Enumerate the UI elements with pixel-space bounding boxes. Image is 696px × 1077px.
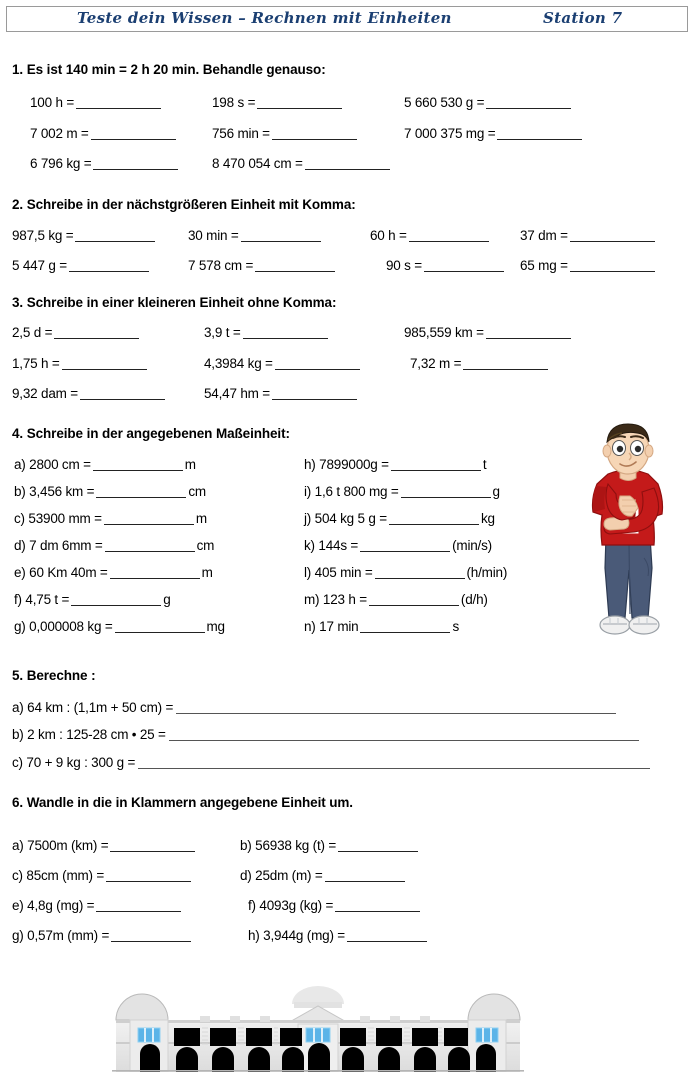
task-4-unit: (h/min) bbox=[466, 565, 508, 580]
task-1-label: 5 660 530 g = bbox=[404, 95, 485, 110]
task-1-item bbox=[212, 95, 344, 110]
answer-blank[interactable] bbox=[243, 338, 328, 339]
answer-blank[interactable] bbox=[91, 139, 176, 140]
task-4-unit: g bbox=[492, 484, 500, 499]
task-4-label: a) 2800 cm = bbox=[14, 457, 91, 472]
task-4-label: f) 4,75 t = bbox=[14, 592, 70, 607]
task-2-item bbox=[12, 228, 157, 243]
answer-blank[interactable] bbox=[54, 338, 139, 339]
task-4-unit: (d/h) bbox=[460, 592, 488, 607]
task-6-label: c) 85cm (mm) = bbox=[12, 868, 105, 883]
task-1-label: 198 s = bbox=[212, 95, 256, 110]
task-6-label: b) 56938 kg (t) = bbox=[240, 838, 337, 853]
task-4-label: g) 0,000008 kg = bbox=[14, 619, 113, 634]
answer-blank[interactable] bbox=[409, 241, 489, 242]
answer-blank[interactable] bbox=[62, 369, 147, 370]
task-1-label: 6 796 kg = bbox=[30, 156, 92, 171]
task-4-item bbox=[304, 484, 500, 499]
section-4-title: 4. Schreibe in der angegebenen Maßeinheit: bbox=[12, 426, 290, 441]
task-5-item bbox=[12, 755, 650, 770]
answer-blank[interactable] bbox=[305, 169, 390, 170]
task-4-label: b) 3,456 km = bbox=[14, 484, 95, 499]
task-4-unit: g bbox=[163, 592, 171, 607]
answer-blank[interactable] bbox=[424, 271, 504, 272]
answer-blank[interactable] bbox=[105, 551, 195, 552]
answer-blank[interactable] bbox=[257, 108, 342, 109]
answer-blank[interactable] bbox=[272, 399, 357, 400]
task-1-item bbox=[30, 156, 180, 171]
answer-blank[interactable] bbox=[360, 632, 450, 633]
task-4-unit: mg bbox=[206, 619, 225, 634]
page-title: Teste dein Wissen – Rechnen mit Einheiten bbox=[77, 9, 452, 27]
task-4-label: l) 405 min = bbox=[304, 565, 373, 580]
task-4-label: e) 60 Km 40m = bbox=[14, 565, 108, 580]
task-6-label: f) 4093g (kg) = bbox=[248, 898, 334, 913]
task-5-label: a) 64 km : (1,1m + 50 cm) = bbox=[12, 700, 174, 715]
task-4-item bbox=[304, 565, 507, 580]
task-6-label: g) 0,57m (mm) = bbox=[12, 928, 110, 943]
task-3-label: 4,3984 kg = bbox=[204, 356, 273, 371]
task-4-label: j) 504 kg 5 g = bbox=[304, 511, 387, 526]
task-4-unit: (min/s) bbox=[452, 538, 492, 553]
answer-blank[interactable] bbox=[369, 605, 459, 606]
answer-blank[interactable] bbox=[335, 911, 420, 912]
section-3-title: 3. Schreibe in einer kleineren Einheit ohne Komma: bbox=[12, 295, 337, 310]
task-6-item bbox=[12, 898, 183, 913]
answer-blank[interactable] bbox=[138, 768, 650, 769]
classical-building-illustration bbox=[108, 980, 528, 1072]
task-2-item bbox=[370, 228, 491, 243]
task-6-label: a) 7500m (km) = bbox=[12, 838, 109, 853]
answer-blank[interactable] bbox=[75, 241, 155, 242]
task-6-item bbox=[12, 928, 193, 943]
task-4-label: n) 17 min bbox=[304, 619, 359, 634]
task-4-unit: m bbox=[184, 457, 196, 472]
answer-blank[interactable] bbox=[401, 497, 491, 498]
task-1-item bbox=[404, 95, 573, 110]
task-6-item bbox=[248, 928, 429, 943]
answer-blank[interactable] bbox=[463, 369, 548, 370]
task-1-item bbox=[404, 126, 584, 141]
task-2-label: 30 min = bbox=[188, 228, 239, 243]
answer-blank[interactable] bbox=[275, 369, 360, 370]
task-4-label: k) 144s = bbox=[304, 538, 359, 553]
answer-blank[interactable] bbox=[272, 139, 357, 140]
task-2-label: 60 h = bbox=[370, 228, 407, 243]
task-4-unit: m bbox=[201, 565, 213, 580]
task-2-label: 7 578 cm = bbox=[188, 258, 254, 273]
task-4-item bbox=[304, 511, 495, 526]
section-1-title: 1. Es ist 140 min = 2 h 20 min. Behandle genauso: bbox=[12, 62, 326, 77]
task-3-item bbox=[204, 386, 359, 401]
section-2-title: 2. Schreibe in der nächstgrößeren Einheit mit Komma: bbox=[12, 197, 356, 212]
task-4-item bbox=[14, 619, 225, 634]
task-4-item bbox=[304, 457, 486, 472]
task-4-unit: cm bbox=[196, 538, 215, 553]
answer-blank[interactable] bbox=[76, 108, 161, 109]
task-4-item bbox=[14, 511, 207, 526]
answer-blank[interactable] bbox=[111, 941, 191, 942]
answer-blank[interactable] bbox=[360, 551, 450, 552]
task-2-item bbox=[520, 258, 657, 273]
answer-blank[interactable] bbox=[69, 271, 149, 272]
task-3-label: 985,559 km = bbox=[404, 325, 484, 340]
answer-blank[interactable] bbox=[241, 241, 321, 242]
task-6-item bbox=[12, 838, 197, 853]
answer-blank[interactable] bbox=[486, 338, 571, 339]
task-5-item bbox=[12, 700, 616, 715]
task-3-label: 9,32 dam = bbox=[12, 386, 78, 401]
task-3-item bbox=[410, 356, 550, 371]
task-4-label: m) 123 h = bbox=[304, 592, 367, 607]
task-6-item bbox=[240, 868, 407, 883]
task-4-item bbox=[14, 538, 214, 553]
task-2-item bbox=[520, 228, 657, 243]
station-label: Station 7 bbox=[543, 9, 623, 27]
task-2-label: 37 dm = bbox=[520, 228, 568, 243]
task-4-item bbox=[14, 565, 213, 580]
answer-blank[interactable] bbox=[391, 470, 481, 471]
answer-blank[interactable] bbox=[71, 605, 161, 606]
task-4-label: i) 1,6 t 800 mg = bbox=[304, 484, 399, 499]
task-3-label: 7,32 m = bbox=[410, 356, 462, 371]
answer-blank[interactable] bbox=[497, 139, 582, 140]
task-3-label: 2,5 d = bbox=[12, 325, 53, 340]
task-6-item bbox=[12, 868, 193, 883]
task-1-label: 100 h = bbox=[30, 95, 75, 110]
task-3-item bbox=[404, 325, 573, 340]
task-3-label: 54,47 hm = bbox=[204, 386, 270, 401]
section-6-title: 6. Wandle in die in Klammern angegebene Einheit um. bbox=[12, 795, 353, 810]
task-4-item bbox=[14, 457, 196, 472]
task-3-item bbox=[12, 386, 167, 401]
answer-blank[interactable] bbox=[93, 169, 178, 170]
task-3-item bbox=[12, 325, 141, 340]
task-4-unit: kg bbox=[480, 511, 495, 526]
task-4-unit: t bbox=[482, 457, 487, 472]
task-1-label: 7 000 375 mg = bbox=[404, 126, 496, 141]
answer-blank[interactable] bbox=[570, 241, 655, 242]
answer-blank[interactable] bbox=[96, 497, 186, 498]
answer-blank[interactable] bbox=[93, 470, 183, 471]
task-1-item bbox=[212, 126, 359, 141]
task-4-label: d) 7 dm 6mm = bbox=[14, 538, 103, 553]
task-3-item bbox=[204, 356, 362, 371]
task-3-item bbox=[204, 325, 330, 340]
task-4-label: h) 7899000g = bbox=[304, 457, 389, 472]
answer-blank[interactable] bbox=[325, 881, 405, 882]
thinking-boy-illustration bbox=[572, 418, 684, 640]
task-2-label: 65 mg = bbox=[520, 258, 568, 273]
task-2-item bbox=[12, 258, 151, 273]
task-3-label: 1,75 h = bbox=[12, 356, 60, 371]
task-5-item bbox=[12, 727, 639, 742]
answer-blank[interactable] bbox=[110, 851, 195, 852]
task-1-item bbox=[30, 126, 178, 141]
answer-blank[interactable] bbox=[375, 578, 465, 579]
task-4-item bbox=[304, 619, 459, 634]
task-4-unit: m bbox=[195, 511, 207, 526]
answer-blank[interactable] bbox=[106, 881, 191, 882]
task-6-item bbox=[248, 898, 422, 913]
task-3-item bbox=[12, 356, 149, 371]
answer-blank[interactable] bbox=[80, 399, 165, 400]
task-4-item bbox=[304, 592, 488, 607]
task-1-label: 7 002 m = bbox=[30, 126, 89, 141]
task-2-label: 90 s = bbox=[386, 258, 422, 273]
answer-blank[interactable] bbox=[115, 632, 205, 633]
task-6-item bbox=[240, 838, 420, 853]
task-1-item bbox=[212, 156, 392, 171]
task-2-item bbox=[188, 258, 337, 273]
task-4-item bbox=[14, 484, 206, 499]
task-4-unit: s bbox=[452, 619, 460, 634]
task-1-item bbox=[30, 95, 163, 110]
task-4-item bbox=[304, 538, 492, 553]
task-2-item bbox=[386, 258, 506, 273]
answer-blank[interactable] bbox=[389, 524, 479, 525]
answer-blank[interactable] bbox=[570, 271, 655, 272]
header-banner bbox=[6, 6, 688, 32]
task-6-label: e) 4,8g (mg) = bbox=[12, 898, 95, 913]
task-4-item bbox=[14, 592, 171, 607]
answer-blank[interactable] bbox=[255, 271, 335, 272]
answer-blank[interactable] bbox=[347, 941, 427, 942]
answer-blank[interactable] bbox=[96, 911, 181, 912]
task-1-label: 8 470 054 cm = bbox=[212, 156, 303, 171]
task-5-label: b) 2 km : 125-28 cm • 25 = bbox=[12, 727, 166, 742]
answer-blank[interactable] bbox=[176, 713, 616, 714]
answer-blank[interactable] bbox=[110, 578, 200, 579]
task-6-label: d) 25dm (m) = bbox=[240, 868, 323, 883]
task-6-label: h) 3,944g (mg) = bbox=[248, 928, 345, 943]
section-5-title: 5. Berechne : bbox=[12, 668, 96, 683]
task-3-label: 3,9 t = bbox=[204, 325, 241, 340]
task-2-item bbox=[188, 228, 323, 243]
answer-blank[interactable] bbox=[486, 108, 571, 109]
task-4-label: c) 53900 mm = bbox=[14, 511, 102, 526]
task-4-unit: cm bbox=[188, 484, 206, 499]
task-2-label: 987,5 kg = bbox=[12, 228, 74, 243]
answer-blank[interactable] bbox=[338, 851, 418, 852]
task-2-label: 5 447 g = bbox=[12, 258, 67, 273]
task-5-label: c) 70 + 9 kg : 300 g = bbox=[12, 755, 136, 770]
task-1-label: 756 min = bbox=[212, 126, 270, 141]
answer-blank[interactable] bbox=[169, 740, 639, 741]
answer-blank[interactable] bbox=[104, 524, 194, 525]
